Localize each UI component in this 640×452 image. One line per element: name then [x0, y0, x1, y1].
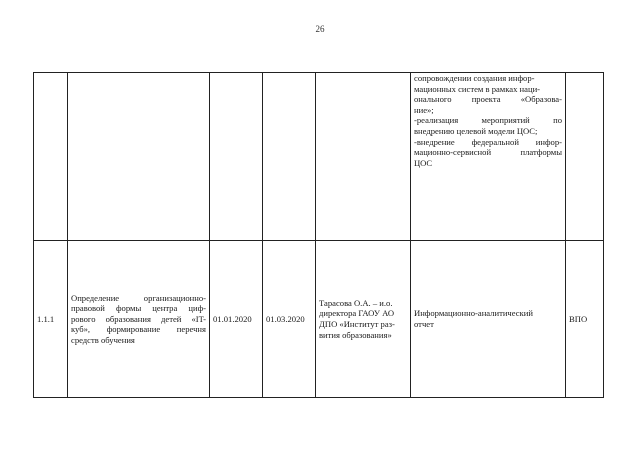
responsible-line: вития образования» — [319, 329, 392, 340]
result-line: сопровождении создания инфор- — [414, 73, 535, 83]
executor-cell: ВПО — [566, 241, 604, 398]
end-date-cell: 01.03.2020 — [263, 241, 316, 398]
measure-title-cell — [68, 73, 210, 241]
start-date-cell: 01.01.2020 — [210, 241, 263, 398]
executor-cell — [566, 73, 604, 241]
result-line: внедрению целевой модели ЦОС; — [414, 125, 538, 136]
plan-table — [33, 72, 604, 398]
page-number: 26 — [315, 24, 325, 34]
start-date-cell — [210, 73, 263, 241]
result-line: -внедрение федеральной инфор- — [414, 136, 562, 147]
result-cell — [411, 241, 566, 398]
result-line: онального проекта «Образова- — [414, 94, 562, 105]
row-number-cell — [34, 73, 68, 241]
result-line: ЦОС — [414, 157, 433, 168]
result-line: -реализация мероприятий по — [414, 115, 562, 126]
responsible-line: Тарасова О.А. – и.о. — [319, 297, 393, 308]
result-cell — [411, 73, 566, 241]
table-row — [34, 73, 604, 241]
result-line: отчет — [414, 319, 434, 329]
title-line: средств обучения — [71, 334, 135, 345]
title-line: Определение организационно- — [71, 292, 206, 303]
responsible-line: ДПО «Институт раз- — [319, 319, 395, 329]
responsible-cell — [316, 241, 411, 398]
title-line: правовой формы центра циф- — [71, 303, 206, 314]
row-number-cell: 1.1.1 — [34, 241, 68, 398]
responsible-line: директора ГАОУ АО — [319, 308, 395, 319]
result-line: мационно-сервисной платформы — [414, 147, 562, 158]
end-date-cell — [263, 73, 316, 241]
table-row — [34, 241, 604, 398]
result-line: Информационно-аналитический — [414, 308, 533, 319]
measure-title-cell — [68, 241, 210, 398]
title-line: рового образования детей «IT- — [71, 313, 206, 324]
result-line: мационных систем в рамках наци- — [414, 83, 541, 94]
title-line: куб», формирование перечня — [71, 324, 206, 335]
responsible-cell — [316, 73, 411, 241]
result-line: ние»; — [414, 104, 434, 115]
